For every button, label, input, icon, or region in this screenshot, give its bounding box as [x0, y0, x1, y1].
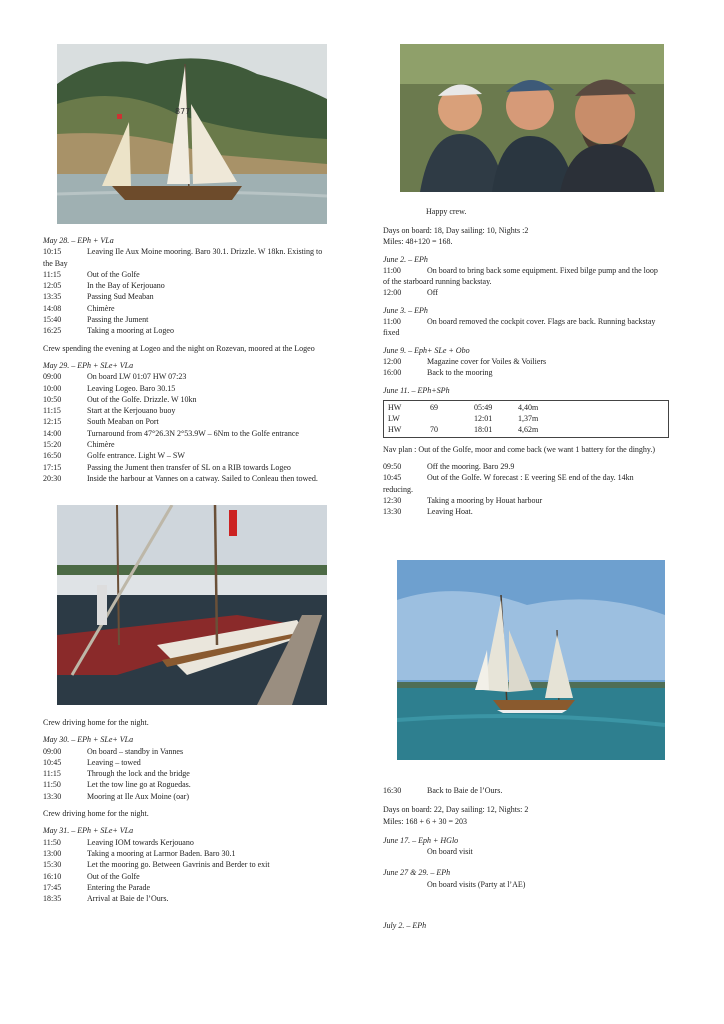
date-heading: May 31. – EPh + SLe+ VLa [43, 826, 134, 836]
log-time: 11:15 [43, 269, 61, 279]
log-note: Crew spending the evening at Logeo and the night on Rozevan, moored at the Logeo [43, 343, 315, 353]
log-row [383, 472, 683, 483]
photo-sailing-yacht [57, 44, 327, 224]
log-time: 12:00 [383, 288, 402, 298]
log-row [43, 303, 343, 314]
photo-harbour-yachts [57, 505, 327, 705]
log-row [43, 450, 343, 461]
left-column-log-2 [43, 717, 343, 904]
log-time: 13:30 [383, 507, 402, 517]
summary-line: Miles: 48+120 = 168. [383, 237, 453, 247]
tide-cell [430, 413, 474, 424]
log-text: South Meaban on Port [87, 417, 159, 427]
log-text-continued: of the starboard running backstay. [383, 277, 492, 287]
log-row [43, 383, 343, 394]
log-text: Let the tow line go at Roguedas. [87, 780, 191, 790]
log-text: Leaving Logeo. Baro 30.15 [87, 383, 176, 393]
log-time: 12:00 [383, 356, 402, 366]
log-text: On board – standby in Vannes [87, 746, 184, 756]
log-text: Out of the Golfe [87, 269, 140, 279]
log-row [43, 416, 343, 427]
log-text: Leaving Hoat. [427, 507, 473, 517]
log-row [43, 269, 343, 280]
log-text: Through the lock and the bridge [87, 769, 190, 779]
log-time: 14:08 [43, 303, 62, 313]
log-time-blank [383, 879, 427, 890]
log-time: 11:50 [43, 780, 61, 790]
log-time: 09:00 [43, 746, 62, 756]
log-row [383, 506, 683, 517]
log-time: 10:45 [383, 473, 402, 483]
log-text: Taking a mooring at Logeo [87, 326, 174, 336]
log-time: 11:50 [43, 837, 61, 847]
log-time: 12:15 [43, 417, 62, 427]
summary-line: Miles: 168 + 6 + 30 = 203 [383, 816, 467, 826]
log-row [383, 461, 683, 472]
log-row [383, 495, 683, 506]
date-heading: June 11. – EPh+SPh [383, 385, 450, 395]
log-time-blank [383, 846, 427, 857]
log-text: Leaving – towed [87, 757, 141, 767]
entry-may30 [43, 734, 343, 802]
log-row [43, 757, 343, 768]
nav-plan: Nav plan : Out of the Golfe, moor and come back (we want 1 battery for the dinghy.) [383, 444, 656, 454]
tide-cell: LW [388, 414, 400, 424]
tide-cell: 1,37m [518, 414, 539, 424]
log-row [43, 246, 343, 257]
log-text: Off the mooring. Baro 29.9 [427, 462, 515, 472]
log-row [43, 428, 343, 439]
log-text: Off [427, 288, 438, 298]
log-time: 15:40 [43, 315, 62, 325]
date-heading: May 28. – EPh + VLa [43, 236, 114, 245]
entry-may28 [43, 235, 343, 354]
log-text: Magazine cover for Voiles & Voiliers [427, 356, 547, 366]
log-text: Chimère [87, 303, 115, 313]
left-column-log [43, 235, 343, 484]
log-row [43, 791, 343, 802]
log-list [43, 837, 343, 905]
log-row [43, 779, 343, 790]
log-row [43, 325, 343, 336]
log-row [43, 291, 343, 302]
tide-cell: 70 [430, 425, 438, 435]
log-row [43, 871, 343, 882]
log-row [43, 439, 343, 450]
log-text: On board visits (Party at l’AE) [427, 879, 526, 889]
log-text: Out of the Golfe [87, 871, 140, 881]
entry-june2 [383, 254, 683, 299]
log-text: Passing the Jument then transfer of SL on a RIB towards Logeo [87, 462, 291, 472]
entry-june9 [383, 345, 683, 379]
log-row [43, 314, 343, 325]
log-time: 17:15 [43, 462, 62, 472]
log-time: 20:30 [43, 473, 62, 483]
date-heading: June 17. – Eph + HGlo [383, 835, 459, 845]
summary-line: Days on board: 18, Day sailing: 10, Nights :2 [383, 226, 529, 235]
log-row [383, 785, 683, 796]
log-row [43, 462, 343, 473]
log-row [43, 746, 343, 757]
log-row [383, 846, 683, 857]
log-time: 10:00 [43, 383, 62, 393]
log-list [383, 356, 683, 379]
log-row [43, 882, 343, 893]
log-list [43, 746, 343, 802]
tide-cell: 4,40m [518, 402, 539, 412]
log-text: On board visit [427, 847, 473, 857]
log-time: 15:30 [43, 860, 62, 870]
log-row [43, 768, 343, 779]
log-text: Leaving IOM towards Kerjouano [87, 837, 194, 847]
log-text: Passing the Jument [87, 315, 149, 325]
entry-june3 [383, 305, 683, 339]
log-text: Turnaround from 47°26.3N 2°53.9W – 6Nm to the Golfe entrance [87, 428, 299, 438]
log-time: 12:30 [383, 495, 402, 505]
tide-cell: 69 [430, 402, 438, 412]
right-column-log [383, 225, 683, 518]
log-list [43, 269, 343, 337]
log-time: 11:15 [43, 406, 61, 416]
log-text: Golfe entrance. Light W – SW [87, 451, 185, 461]
log-time: 16:10 [43, 871, 62, 881]
date-heading: June 27 & 29. – EPh [383, 868, 451, 878]
log-text: Back to the mooring [427, 368, 493, 378]
date-heading: May 30. – EPh + SLe+ VLa [43, 735, 134, 745]
summary-block [383, 804, 683, 827]
log-text: On board removed the cockpit cover. Flags are back. Running backstay [427, 317, 656, 327]
log-text: Passing Sud Meaban [87, 292, 154, 302]
log-time: 11:15 [43, 769, 61, 779]
date-heading: July 2. – EPh [383, 921, 427, 931]
log-text: Inside the harbour at Vannes on a catway. Sailed to Conleau then towed. [87, 473, 318, 483]
log-text: Start at the Kerjouano buoy [87, 406, 176, 416]
photo-yacht-blue-water [397, 560, 665, 760]
log-time: 11:00 [383, 265, 401, 275]
log-time: 17:45 [43, 882, 62, 892]
date-heading: May 29. – EPh + SLe+ VLa [43, 360, 134, 370]
log-time: 11:00 [383, 317, 401, 327]
date-heading: June 2. – EPh [383, 254, 428, 264]
log-row [383, 367, 683, 378]
tide-cell: 12:01 [474, 414, 493, 424]
caption-happy-crew: Happy crew. [426, 207, 467, 216]
log-row [43, 859, 343, 870]
tide-cell: 4,62m [518, 425, 539, 435]
log-row [383, 265, 683, 276]
log-text: Mooring at Ile Aux Moine (oar) [87, 791, 189, 801]
log-text: Let the mooring go. Between Gavrinis and Berder to exit [87, 860, 270, 870]
log-text-continued: fixed [383, 328, 400, 338]
log-text: Taking a mooring at Larmor Baden. Baro 30.1 [87, 848, 236, 858]
log-time: 16:50 [43, 451, 62, 461]
tide-row [388, 402, 664, 413]
log-row [43, 280, 343, 291]
log-time: 18:35 [43, 894, 62, 904]
log-text-continued: reducing. [383, 484, 413, 494]
log-text-continued: the Bay [43, 258, 68, 268]
entry-may29 [43, 360, 343, 484]
right-column-log-2 [383, 785, 683, 931]
entry-may31 [43, 825, 343, 904]
log-row [43, 394, 343, 405]
log-text: On board to bring back some equipment. Fixed bilge pump and the loop [427, 265, 658, 275]
log-text: Back to Baie de l’Ours. [427, 786, 503, 795]
log-text: In the Bay of Kerjouano [87, 281, 165, 291]
tide-table [383, 400, 669, 438]
log-time: 10:15 [43, 247, 62, 257]
log-time: 15:20 [43, 440, 62, 450]
entry-june27 [383, 867, 683, 890]
log-row [383, 287, 683, 298]
entry-june11 [383, 385, 683, 518]
date-heading: June 3. – EPh [383, 305, 428, 315]
log-row [43, 837, 343, 848]
crew-home-note: Crew driving home for the night. [43, 809, 149, 819]
log-row [383, 879, 683, 890]
log-row [43, 473, 343, 484]
tide-cell: HW [388, 425, 402, 435]
crew-home-note: Crew driving home for the night. [43, 718, 149, 727]
log-text: Chimère [87, 440, 115, 450]
log-row [383, 316, 683, 327]
summary-line: Days on board: 22, Day sailing: 12, Nights: 2 [383, 805, 529, 815]
log-row [43, 405, 343, 416]
log-text: Out of the Golfe. W forecast : E veering SE end of the day. 14kn [427, 473, 634, 483]
log-text: On board LW 01:07 HW 07:23 [87, 372, 187, 382]
log-text: Entering the Parade [87, 882, 151, 892]
log-row [43, 848, 343, 859]
tide-row [388, 424, 664, 435]
photo-crew-selfie [400, 44, 664, 192]
log-row [43, 371, 343, 382]
log-time: 16:00 [383, 368, 402, 378]
log-text: Arrival at Baie de l’Ours. [87, 894, 169, 904]
date-heading: June 9. – Eph+ SLe + Obo [383, 345, 470, 355]
tide-cell: 18:01 [474, 425, 493, 435]
log-time: 10:45 [43, 757, 62, 767]
log-time: 10:50 [43, 394, 62, 404]
tide-cell: 05:49 [474, 402, 493, 412]
log-list [383, 495, 683, 518]
log-text: Out of the Golfe. Drizzle. W 10kn [87, 394, 197, 404]
log-time: 09:50 [383, 462, 402, 472]
log-time: 16:25 [43, 326, 62, 336]
log-list [43, 371, 343, 484]
log-text: Taking a mooring by Houat harbour [427, 495, 543, 505]
log-time: 12:05 [43, 281, 62, 291]
log-text: Leaving Ile Aux Moine mooring. Baro 30.1. Drizzle. W 18kn. Existing to [87, 247, 323, 257]
log-time: 09:00 [43, 372, 62, 382]
tide-row [388, 413, 664, 424]
log-time: 14:00 [43, 428, 62, 438]
entry-june17 [383, 835, 683, 858]
log-time: 13:35 [43, 292, 62, 302]
log-time: 13:30 [43, 791, 62, 801]
log-time: 16:30 [383, 786, 402, 795]
svg-text:877: 877 [175, 107, 191, 116]
log-row [383, 356, 683, 367]
log-row [43, 893, 343, 904]
tide-cell: HW [388, 402, 402, 412]
log-time: 13:00 [43, 848, 62, 858]
